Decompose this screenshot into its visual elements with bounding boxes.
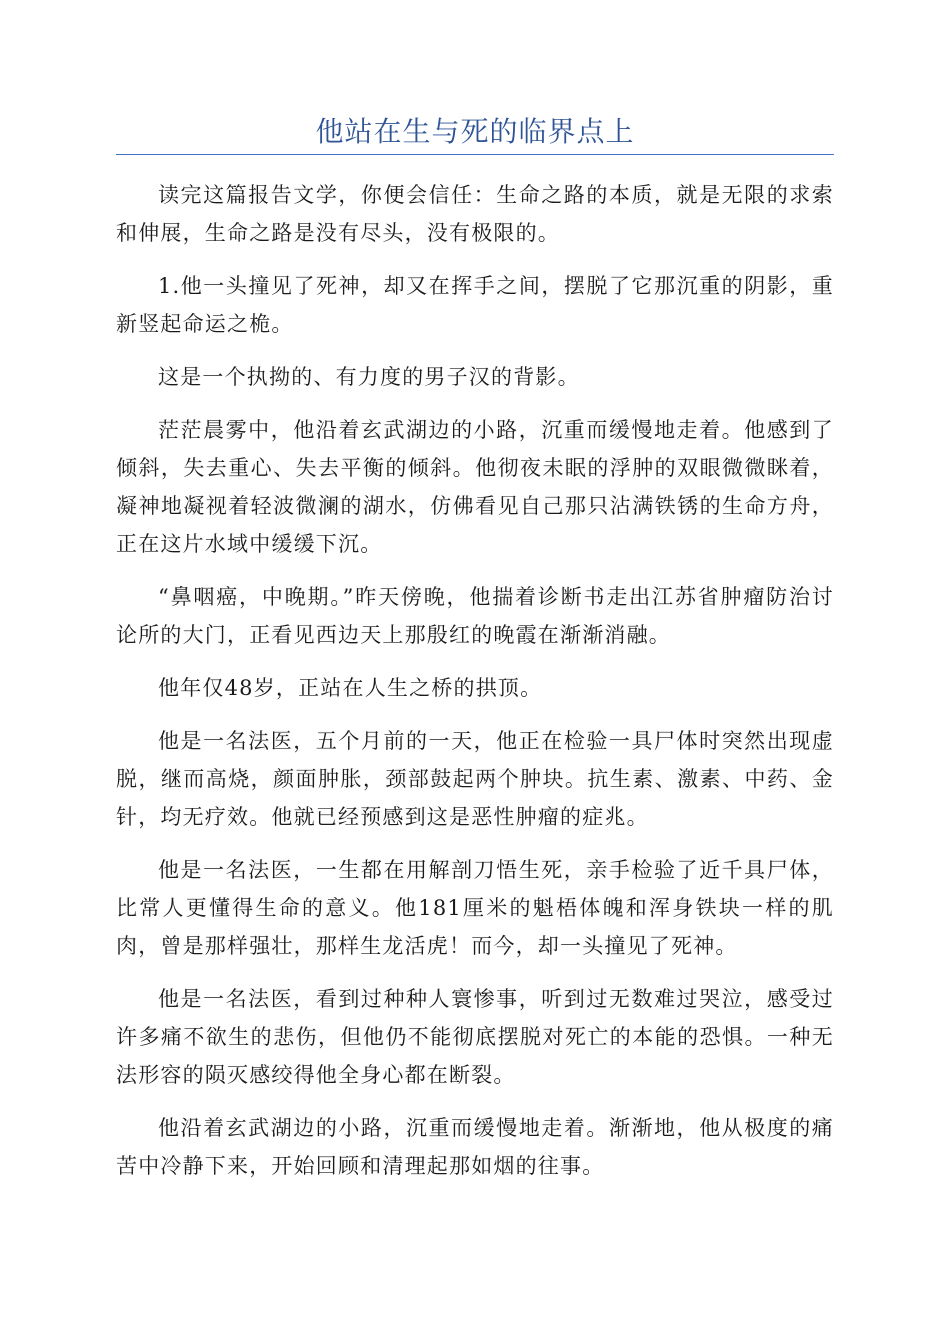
paragraph: 这是一个执拗的、有力度的男子汉的背影。 <box>158 365 580 389</box>
paragraph: 他是一名法医，五个月前的一天，他正在检验一具尸体时突然出现虚脱，继而高烧，颜面肿胀，颈部鼓起两个肿块。抗生素、激素、中药、金针，均无疗效。他就已经预感到这是恶性肿瘤的症兆。 <box>116 729 834 829</box>
paragraph: 1.他一头撞见了死神，却又在挥手之间，摆脱了它那沉重的阴影，重新竖起命运之桅。 <box>116 274 834 336</box>
paragraph: 读完这篇报告文学，你便会信任：生命之路的本质，就是无限的求索和伸展，生命之路是没有尽头，没有极限的。 <box>116 183 834 245</box>
document-body <box>116 176 834 1200</box>
paragraph: 茫茫晨雾中，他沿着玄武湖边的小路，沉重而缓慢地走着。他感到了倾斜，失去重心、失去平衡的倾斜。他彻夜未眠的浮肿的双眼微微眯着，凝神地凝视着轻波微澜的湖水，仿佛看见自己那只沾满铁锈的生命方舟，正在这片水域中缓缓下沉。 <box>116 418 834 556</box>
paragraph: “鼻咽癌，中晚期。”昨天傍晚，他揣着诊断书走出江苏省肿瘤防治讨论所的大门，正看见西边天上那殷红的晚霞在渐渐消融。 <box>116 585 834 647</box>
paragraph: 他是一名法医，看到过种种人寰惨事，听到过无数难过哭泣，感受过许多痛不欲生的悲伤，但他仍不能彻底摆脱对死亡的本能的恐惧。一种无法形容的陨灭感绞得他全身心都在断裂。 <box>116 987 834 1087</box>
paragraph: 他年仅48岁，正站在人生之桥的拱顶。 <box>158 676 543 700</box>
title-underline <box>116 154 834 155</box>
paragraph: 他是一名法医，一生都在用解剖刀悟生死，亲手检验了近千具尸体，比常人更懂得生命的意义。他181厘米的魁梧体魄和浑身铁块一样的肌肉，曾是那样强壮，那样生龙活虎！而今，却一头撞见了死神。 <box>116 858 834 958</box>
document-title: 他站在生与死的临界点上 <box>315 115 635 148</box>
paragraph: 他沿着玄武湖边的小路，沉重而缓慢地走着。渐渐地，他从极度的痛苦中冷静下来，开始回顾和清理起那如烟的往事。 <box>116 1116 834 1178</box>
